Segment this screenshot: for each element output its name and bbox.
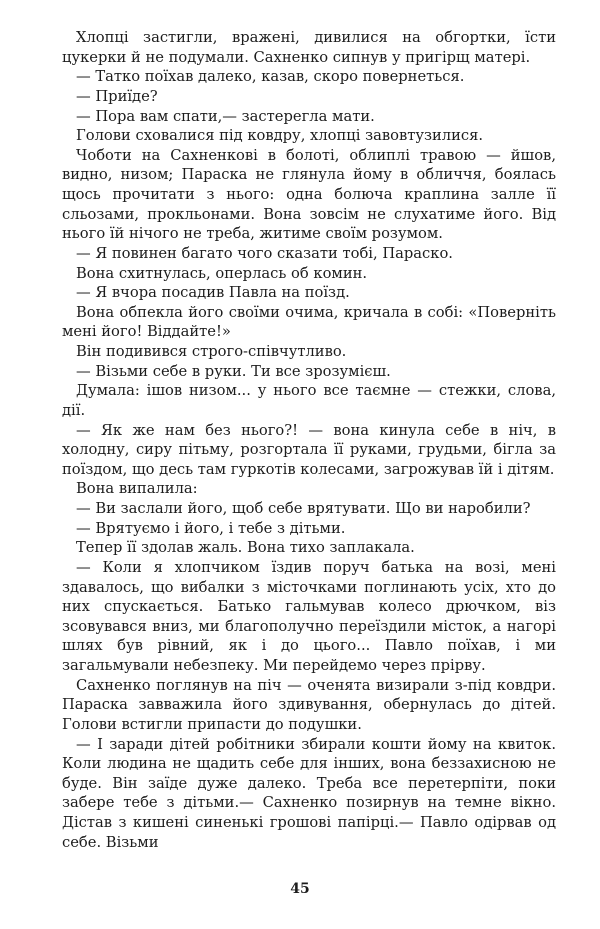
page-text	[62, 28, 556, 852]
paragraph: — Коли я хлопчиком їздив поруч батька на возі, мені здавалось, що вибалки з місточками поглинають усіх, хто до них спускається. Батько гальмував колесо дрючком, віз зсовувався вниз, ми благополучно переїздили місток, а нагорі шлях був рівний, як і до цього... Павло поїхав, і ми загальмували небезпеку. Ми перейдемо через прірву.	[62, 558, 556, 674]
paragraph: — Татко поїхав далеко, казав, скоро повернеться.	[76, 68, 465, 86]
paragraph: Хлопці застигли, вражені, дивилися на обгортки, їсти цукерки й не подумали. Сахненко сипнув у пригірщ матері.	[62, 29, 556, 66]
paragraph: — Я повинен багато чого сказати тобі, Параско.	[76, 244, 453, 262]
paragraph: — Ви заслали його, щоб себе врятувати. Що ви наробили?	[76, 500, 531, 517]
paragraph: Голови сховалися під ковдру, хлопці завовтузилися.	[76, 127, 484, 145]
page-number: 45	[290, 881, 310, 897]
paragraph: — І заради дітей робітники збирали кошти йому на квиток. Коли людина не щадить себе для інших, вона беззахисною не буде. Він заїде дуже далеко. Треба все перетерпіти, поки забере тебе з дітьми.— Сахненко позирнув на темне вікно. Дістав з кишені синенькі грошові папірці.— Павло одірвав од себе. Візьми	[62, 735, 556, 851]
paragraph: Вона обпекла його своїми очима, кричала в собі: «Поверніть мені його! Віддайте!»	[62, 303, 556, 341]
paragraph: Тепер її здолав жаль. Вона тихо заплакала.	[76, 539, 415, 557]
paragraph: — Візьми себе в руки. Ти все зрозумієш.	[76, 362, 391, 380]
paragraph: Вона випалила:	[76, 480, 198, 498]
paragraph: Він подивився строго-співчутливо.	[76, 343, 347, 360]
paragraph: — Врятуємо і його, і тебе з дітьми.	[76, 519, 346, 537]
paragraph: — Пора вам спати,— застерегла мати.	[76, 107, 375, 125]
paragraph: — Я вчора посадив Павла на поїзд.	[76, 284, 350, 302]
paragraph: Вона схитнулась, оперлась об комин.	[76, 264, 368, 282]
paragraph: — Приїде?	[76, 87, 158, 105]
paragraph: Чоботи на Сахненкові в болоті, облиплі травою — йшов, видно, низом; Параска не глянула йому в обличчя, боялась щось прочитати з нього: одна болюча краплина залле її сльозами, прокльонами. Вона зовсім не слухатиме його. Від нього їй нічого не треба, житиме своїм розумом.	[62, 146, 556, 243]
paragraph: — Як же нам без нього?! — вона кинула себе в ніч, в холодну, сиру пітьму, розгортала її руками, грудьми, бігла за поїздом, що десь там гуркотів колесами, загрожував їй і дітям.	[62, 421, 556, 478]
paragraph: Думала: ішов низом... у нього все таємне — стежки, слова, дії.	[62, 382, 556, 419]
paragraph: Сахненко поглянув на піч — оченята визирали з-під ковдри. Параска завважила його здивування, обернулась до дітей. Голови встигли припасти до подушки.	[62, 676, 556, 733]
